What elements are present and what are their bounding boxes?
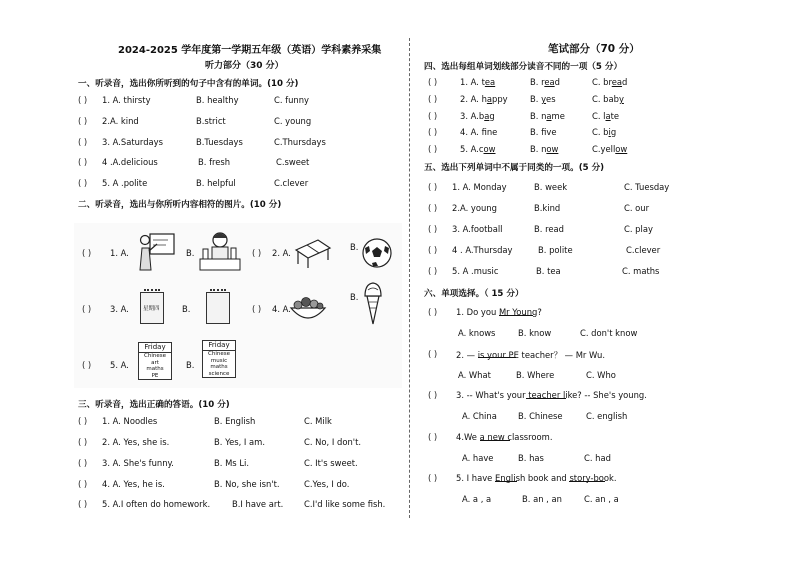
salad-bowl-image[interactable]: [288, 294, 328, 324]
word-part: B. n: [530, 144, 547, 154]
schedule-a-image[interactable]: [138, 342, 172, 380]
question-text-part: 2. —: [456, 350, 476, 360]
option-c: C. don't know: [580, 328, 638, 338]
schedule-subject: science: [208, 370, 230, 377]
answer-blank[interactable]: ( ): [428, 432, 438, 442]
schedule-b-image[interactable]: [202, 340, 236, 378]
option-a-label: 3. A.: [110, 304, 129, 314]
calendar-image-b[interactable]: [206, 292, 230, 324]
underlined-part: a: [546, 111, 552, 121]
question-text-part: a new classroom.: [479, 432, 553, 442]
section-1-heading: 一、听录音，选出你所听到的句子中含有的单词。(10 分): [78, 79, 299, 89]
s2-question-3: [82, 288, 402, 328]
fill-blank[interactable]: [499, 307, 533, 316]
underlined-part: ow: [615, 144, 628, 154]
listening-title: 听力部分（30 分）: [205, 61, 284, 71]
option-b: B. has: [518, 453, 544, 463]
answer-blank[interactable]: ( ): [428, 182, 438, 192]
word-part: d: [554, 77, 560, 87]
word-part: f: [481, 127, 487, 137]
option-b: [530, 127, 556, 137]
option-a-prefix: 3. A.: [460, 111, 479, 121]
underlined-part: a: [486, 94, 493, 104]
option-b: B. healthy: [196, 95, 239, 105]
section-5-heading: 五、选出下列单词中不属于同类的一项。(5 分): [424, 163, 605, 173]
schedule-day: Friday: [203, 341, 235, 351]
option-c: C. english: [586, 411, 628, 421]
word-part: C. b: [592, 127, 609, 137]
option-b: B.I have art.: [232, 499, 284, 509]
word-part: ve: [546, 127, 557, 137]
option-c: C. It's sweet.: [304, 458, 358, 468]
underlined-part: a: [605, 111, 611, 121]
question-text: [456, 349, 605, 361]
option-a-prefix: 4. A.: [460, 127, 479, 137]
option-b: B. Where: [516, 370, 555, 380]
underlined-part: a: [484, 111, 490, 121]
answer-blank[interactable]: ( ): [428, 307, 438, 317]
option-a: 5. A.I often do homework.: [102, 499, 211, 509]
answer-blank[interactable]: ( ): [78, 116, 88, 126]
word-part: t: [481, 77, 485, 87]
fill-blank[interactable]: [526, 390, 566, 399]
option-c: C. our: [624, 203, 650, 213]
option-a: 4. A. Yes, he is.: [102, 479, 165, 489]
option-a: 3. A. She's funny.: [102, 458, 174, 468]
schedule-subject: art: [151, 359, 159, 366]
question-text-part: 5. I have: [456, 473, 493, 483]
word-part: B. r: [530, 77, 545, 87]
option-a: 1. A. Monday: [452, 182, 507, 192]
option-b: B. Ms Li.: [214, 458, 249, 468]
underlined-part: i: [608, 127, 611, 137]
s2-question-5: [82, 340, 402, 386]
option-c: C.clever: [626, 245, 661, 255]
option-a-label: 5. A.: [110, 360, 129, 370]
option-b: B. read: [534, 224, 564, 234]
question-text-part: 3. -- What's your: [456, 390, 526, 400]
word-part: ppy: [492, 94, 508, 104]
underlined-part: ow: [546, 144, 559, 154]
word-part: d: [622, 77, 628, 87]
answer-blank[interactable]: ( ): [78, 157, 88, 167]
word-part: B.: [530, 94, 542, 104]
answer-blank[interactable]: ( ): [428, 77, 438, 87]
answer-blank[interactable]: ( ): [82, 248, 92, 258]
option-a: A. knows: [458, 328, 496, 338]
option-c: C. had: [584, 453, 611, 463]
option-b: B. week: [534, 182, 568, 192]
option-b: B. polite: [538, 245, 573, 255]
schedule-subject: maths: [210, 364, 228, 370]
option-a: 2. A. Yes, she is.: [102, 437, 170, 447]
option-c: C. funny: [274, 95, 310, 105]
section-2-heading: 二、听录音，选出与你所听内容相符的图片。(10 分): [78, 200, 282, 210]
option-b-label: B.: [182, 304, 191, 314]
option-b: B.kind: [534, 203, 561, 213]
option-b: B. English: [214, 416, 256, 426]
underlined-part: ow: [483, 144, 496, 154]
option-a: [460, 111, 495, 121]
option-a: 4 . A.Thursday: [452, 245, 513, 255]
option-c: C.clever: [274, 178, 309, 188]
option-a: 2.A. kind: [102, 116, 139, 126]
question-text-part: English book and: [495, 473, 567, 483]
option-a: 5. A .polite: [102, 178, 148, 188]
option-b: B. know: [518, 328, 552, 338]
student-drinking-image[interactable]: [198, 230, 242, 272]
option-a: 4 .A.delicious: [102, 157, 158, 167]
underlined-part: y: [541, 94, 547, 104]
answer-blank[interactable]: ( ): [428, 203, 438, 213]
answer-blank[interactable]: ( ): [82, 304, 92, 314]
option-c: C. Milk: [304, 416, 332, 426]
calendar-rings: [210, 289, 226, 296]
option-b: [530, 94, 556, 104]
option-a: A. What: [458, 370, 491, 380]
option-a-prefix: 2. A.: [460, 94, 479, 104]
word-part: te: [610, 111, 620, 121]
option-a: A. a , a: [462, 494, 492, 504]
option-c: [592, 94, 624, 104]
option-b-label: B.: [186, 360, 195, 370]
option-c: C. No, I don't.: [304, 437, 362, 447]
football-image[interactable]: [360, 236, 394, 270]
word-part: B. f: [530, 127, 547, 137]
section-3-heading: 三、听录音，选出正确的答语。(10 分): [78, 400, 230, 410]
word-part: ne: [486, 127, 498, 137]
fill-blank[interactable]: [495, 473, 517, 482]
answer-blank[interactable]: ( ): [78, 416, 88, 426]
answer-blank[interactable]: ( ): [78, 95, 88, 105]
column-divider: [409, 38, 410, 518]
schedule-subject: music: [210, 357, 228, 364]
option-b: B. Chinese: [518, 411, 563, 421]
option-c: C. play: [624, 224, 653, 234]
answer-blank[interactable]: ( ): [82, 360, 92, 370]
option-a: [460, 94, 508, 104]
schedule-subject: PE: [151, 372, 159, 379]
option-b: B. helpful: [196, 178, 236, 188]
option-c: C. Tuesday: [624, 182, 670, 192]
option-a: 2.A. young: [452, 203, 497, 213]
option-b-label: B.: [350, 242, 359, 252]
option-c: C.sweet: [276, 157, 310, 167]
option-a-prefix: 1. A.: [460, 77, 479, 87]
answer-blank[interactable]: ( ): [428, 390, 438, 400]
option-c: C. maths: [622, 266, 660, 276]
option-b: B.strict: [196, 116, 226, 126]
word-part: C. br: [592, 77, 612, 87]
option-b: B. an , an: [522, 494, 562, 504]
schedule-subject: Chinese: [208, 351, 230, 357]
answer-blank[interactable]: ( ): [428, 266, 438, 276]
question-text-part: teacher like? -- She's young.: [528, 390, 647, 400]
option-a: 3. A.Saturdays: [102, 137, 164, 147]
option-c: [592, 144, 627, 154]
option-a: [460, 77, 495, 87]
fill-blank[interactable]: [478, 349, 516, 358]
option-a: [460, 144, 496, 154]
answer-blank[interactable]: ( ): [428, 349, 438, 359]
option-c: C.Yes, I do.: [304, 479, 350, 489]
question-text: [456, 390, 647, 400]
ice-cream-image[interactable]: [362, 280, 384, 326]
option-a-prefix: 5. A.: [460, 144, 479, 154]
schedule-subject: Chinese: [144, 353, 166, 359]
schedule-day: Friday: [139, 343, 171, 353]
word-part: c: [478, 144, 484, 154]
option-a-label: 1. A.: [110, 248, 129, 258]
option-c: C. an , a: [584, 494, 619, 504]
teacher-board-image[interactable]: [136, 230, 176, 272]
answer-blank[interactable]: ( ): [428, 473, 438, 483]
answer-blank[interactable]: ( ): [252, 248, 262, 258]
option-a-label: 4. A.: [272, 304, 291, 314]
option-a-label: 2. A.: [272, 248, 291, 258]
option-b: B. No, she isn't.: [214, 479, 280, 489]
answer-blank[interactable]: ( ): [428, 245, 438, 255]
answer-blank[interactable]: ( ): [252, 304, 262, 314]
option-b-label: B.: [186, 248, 195, 258]
ping-pong-table-image[interactable]: [292, 232, 332, 270]
exam-title: 2024-2025 学年度第一学期五年级（英语）学科素养采集: [118, 45, 382, 56]
option-a: [460, 127, 497, 137]
word-part: g: [610, 127, 617, 137]
option-a: 1. A. thirsty: [102, 95, 151, 105]
underlined-part: ea: [544, 77, 555, 87]
word-part: C. bab: [592, 94, 619, 104]
option-a: 3. A.football: [452, 224, 503, 234]
underlined-part: y: [618, 94, 624, 104]
option-b: [530, 77, 560, 87]
option-a: 5. A .music: [452, 266, 499, 276]
option-a: A. China: [462, 411, 497, 421]
option-b: [530, 111, 565, 121]
answer-blank[interactable]: ( ): [428, 224, 438, 234]
option-a: 1. A. Noodles: [102, 416, 158, 426]
word-part: C.yell: [592, 144, 616, 154]
fill-blank[interactable]: [569, 473, 605, 482]
section-4-heading: 四、选出每组单词划线部分读音不同的一项（5 分）: [424, 62, 623, 72]
option-b: B. Yes, I am.: [214, 437, 265, 447]
underlined-part: ea: [611, 77, 623, 87]
option-b: B. fresh: [198, 157, 231, 167]
s2-question-1: [82, 230, 402, 270]
question-text-part: story-book.: [569, 473, 617, 483]
answer-blank[interactable]: ( ): [78, 479, 88, 489]
answer-blank[interactable]: ( ): [428, 94, 438, 104]
word-part: b: [478, 111, 485, 121]
question-text: [456, 307, 542, 317]
question-text-part: Mr Young?: [498, 307, 542, 317]
calendar-text: 星期四: [143, 306, 160, 312]
answer-blank[interactable]: ( ): [428, 127, 438, 137]
calendar-thursday-image[interactable]: [140, 292, 164, 324]
word-part: B. n: [530, 111, 547, 121]
option-c: [592, 111, 619, 121]
question-text: [456, 473, 617, 483]
answer-blank[interactable]: ( ): [78, 458, 88, 468]
fill-blank[interactable]: [480, 432, 510, 441]
answer-blank[interactable]: ( ): [78, 178, 88, 188]
option-c: C. Who: [586, 370, 616, 380]
word-part: me: [551, 111, 565, 121]
option-b: B. tea: [536, 266, 561, 276]
answer-blank[interactable]: ( ): [78, 137, 88, 147]
answer-blank[interactable]: ( ): [78, 499, 88, 509]
word-part: h: [481, 94, 487, 104]
option-c: [592, 77, 627, 87]
option-a: A. have: [462, 453, 494, 463]
option-b: [530, 144, 558, 154]
question-text-part: 1. Do you: [456, 307, 497, 317]
calendar-rings: [144, 289, 160, 296]
option-b: B.Tuesdays: [196, 137, 243, 147]
schedule-subject: maths: [146, 366, 164, 372]
answer-blank[interactable]: ( ): [428, 111, 438, 121]
option-c: [592, 127, 616, 137]
question-text-part: 4.We: [456, 432, 477, 442]
word-part: g: [489, 111, 495, 121]
answer-blank[interactable]: ( ): [428, 144, 438, 154]
underlined-part: ea: [484, 77, 496, 87]
word-part: es: [546, 94, 556, 104]
section-6-heading: 六、单项选择。（ 15 分）: [424, 289, 524, 299]
question-text-part: is your PE teacher？ — Mr Wu.: [477, 350, 605, 360]
option-b-label: B.: [350, 292, 359, 302]
answer-blank[interactable]: ( ): [78, 437, 88, 447]
option-c: C.Thursdays: [274, 137, 326, 147]
word-part: C. l: [592, 111, 606, 121]
option-c: C.I'd like some fish.: [304, 499, 386, 509]
option-c: C. young: [274, 116, 312, 126]
question-text: [456, 432, 553, 442]
written-section-title: 笔试部分（70 分）: [548, 43, 640, 55]
